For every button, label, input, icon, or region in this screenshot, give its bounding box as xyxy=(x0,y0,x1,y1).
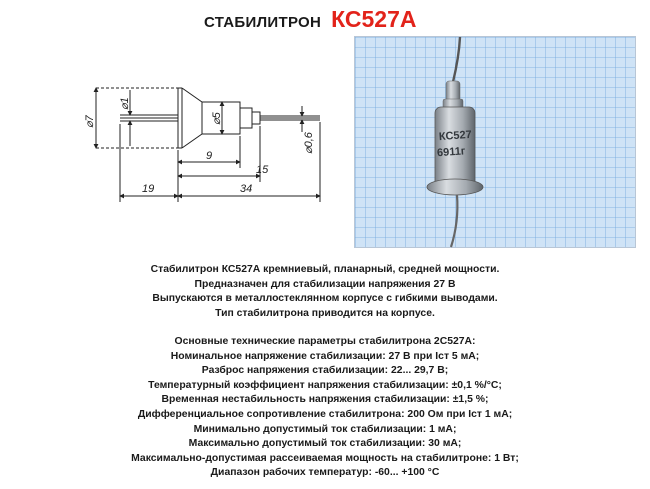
description-line: Стабилитрон КС527А кремниевый, планарный, средней мощности. xyxy=(150,264,500,275)
title-model: КС527А xyxy=(331,6,417,32)
param-line: Температурный коэффициент напряжения стабилизации: ±0,1 %/°С; xyxy=(148,379,502,391)
params-heading: Основные технические параметры стабилитрона 2С527А: xyxy=(174,336,476,347)
param-line: Минимально допустимый ток стабилизации: 1 мА; xyxy=(193,423,457,435)
param-line: Номинальное напряжение стабилизации: 27 В при Iст 5 мА; xyxy=(170,350,480,362)
marking-line2: 6911г xyxy=(436,145,466,160)
photo-flange xyxy=(427,179,483,195)
dim-len-19: 19 xyxy=(142,183,155,195)
dim-d-lead: ⌀0,6 xyxy=(303,132,315,154)
parameters-block xyxy=(0,335,650,481)
dim-d-can: ⌀5 xyxy=(211,112,223,125)
param-line: Диапазон рабочих температур: -60... +100 °С xyxy=(210,467,440,479)
marking-line1: КС527 xyxy=(438,128,473,144)
param-line: Временная нестабильность напряжения стабилизации: ±1,5 %; xyxy=(161,394,489,406)
dim-len-34: 34 xyxy=(240,183,253,195)
component-photo xyxy=(354,36,636,248)
dimension-drawing xyxy=(84,70,345,210)
description-block xyxy=(0,263,650,321)
description-line: Выпускаются в металлостеклянном корпусе с гибкими выводами. xyxy=(152,293,498,305)
dim-d-body: ⌀7 xyxy=(84,115,96,128)
param-line: Максимально-допустимая рассеиваемая мощность на стабилитроне: 1 Вт; xyxy=(131,452,519,464)
dim-d-cap: ⌀1 xyxy=(119,97,131,110)
param-line: Дифференциальное сопротивление стабилитрона: 200 Ом при Iст 1 мА; xyxy=(137,408,513,420)
param-line: Максимально допустимый ток стабилизации: 30 мА; xyxy=(188,438,462,450)
neck xyxy=(240,108,252,128)
description-line: Тип стабилитрона приводится на корпусе. xyxy=(215,307,435,319)
dim-len-9: 9 xyxy=(206,150,213,162)
title-prefix: СТАБИЛИТРОН xyxy=(204,14,322,31)
dim-len-15: 15 xyxy=(256,164,269,176)
page-title xyxy=(204,6,417,36)
photo-neck xyxy=(446,81,460,101)
description-line: Предназначен для стабилизации напряжения 27 В xyxy=(194,278,456,290)
param-line: Разброс напряжения стабилизации: 22... 29,7 В; xyxy=(201,365,449,377)
